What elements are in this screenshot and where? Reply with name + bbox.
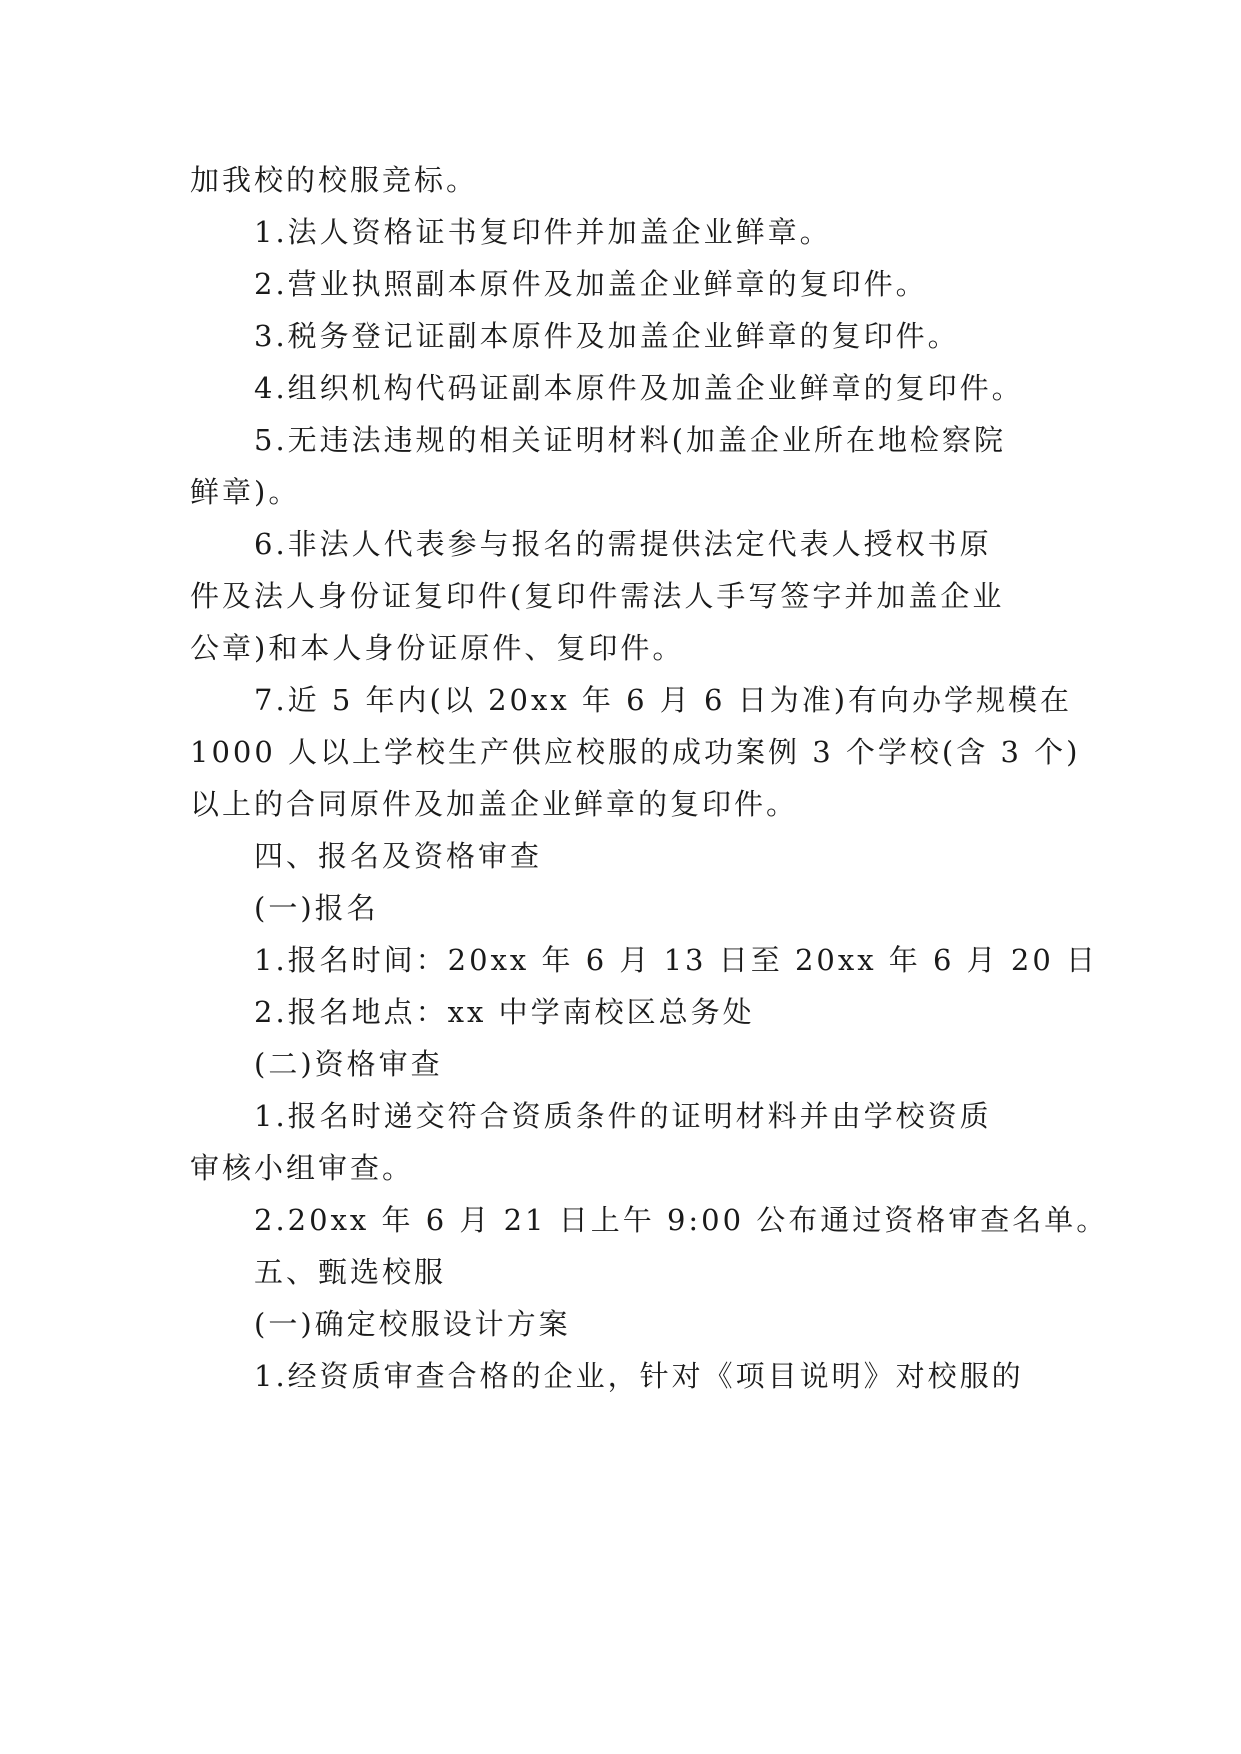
list-item: 2.20xx 年 6 月 21 日上午 9:00 公布通过资格审查名单。 [254, 1203, 1109, 1237]
paragraph-line: 鲜章)。 [190, 475, 301, 509]
list-item: 2.报名地点：xx 中学南校区总务处 [254, 995, 755, 1029]
subsection-heading: (二)资格审查 [254, 1047, 443, 1081]
list-item: 4.组织机构代码证副本原件及加盖企业鲜章的复印件。 [254, 371, 1024, 405]
paragraph-line: 以上的合同原件及加盖企业鲜章的复印件。 [190, 787, 799, 821]
list-item: 1.报名时间：20xx 年 6 月 13 日至 20xx 年 6 月 20 日 [254, 943, 1098, 977]
paragraph-line: 件及法人身份证复印件(复印件需法人手写签字并加盖企业 [190, 579, 1005, 613]
subsection-heading: (一)确定校服设计方案 [254, 1307, 571, 1341]
list-item: 6.非法人代表参与报名的需提供法定代表人授权书原 [254, 527, 992, 561]
list-item: 1.经资质审查合格的企业，针对《项目说明》对校服的 [254, 1359, 1024, 1393]
list-item: 5.无违法违规的相关证明材料(加盖企业所在地检察院 [254, 423, 1006, 457]
paragraph-line: 加我校的校服竞标。 [190, 163, 479, 197]
paragraph-line: 审核小组审查。 [190, 1151, 415, 1185]
paragraph-line: 1000 人以上学校生产供应校服的成功案例 3 个学校(含 3 个) [190, 735, 1081, 769]
list-item: 1.报名时递交符合资质条件的证明材料并由学校资质 [254, 1099, 992, 1133]
list-item: 2.营业执照副本原件及加盖企业鲜章的复印件。 [254, 267, 928, 301]
section-heading: 四、报名及资格审查 [254, 839, 543, 873]
section-heading: 五、甄选校服 [254, 1255, 447, 1289]
list-item: 3.税务登记证副本原件及加盖企业鲜章的复印件。 [254, 319, 960, 353]
paragraph-line: 公章)和本人身份证原件、复印件。 [190, 631, 685, 665]
list-item: 1.法人资格证书复印件并加盖企业鲜章。 [254, 215, 832, 249]
subsection-heading: (一)报名 [254, 891, 379, 925]
list-item: 7.近 5 年内(以 20xx 年 6 月 6 日为准)有向办学规模在 [254, 683, 1073, 717]
